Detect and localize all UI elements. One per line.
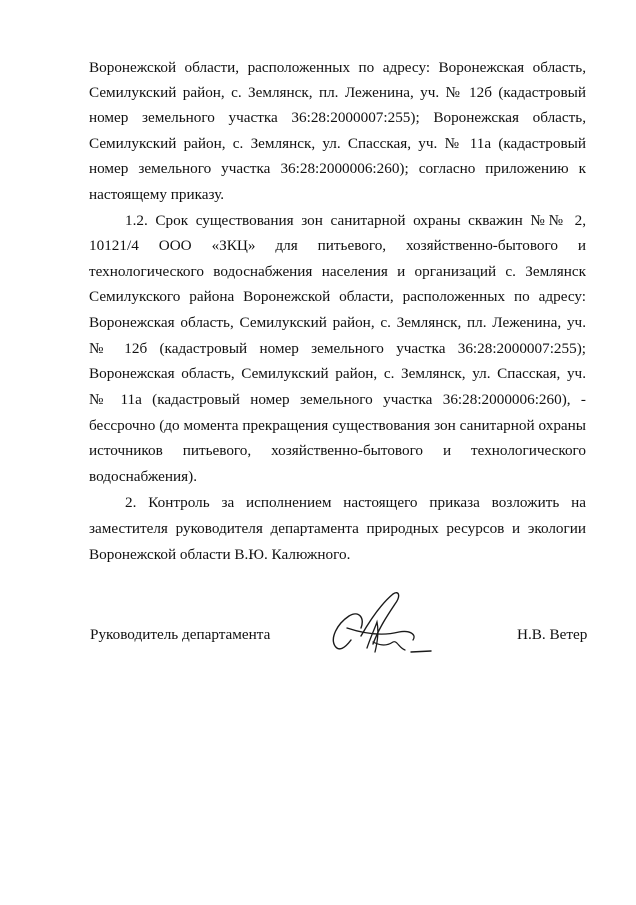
paragraph-line: Воронежская область, Семилукский район, с. Землянск, пл. Леженина, уч.: [89, 314, 586, 331]
paragraph-line: 10121/4 ООО «ЗКЦ» для питьевого, хозяйственно-бытового и: [89, 237, 586, 254]
signatory-title: Руководитель департамента: [90, 626, 271, 643]
paragraph-line: Семилукского района Воронежской области, расположенных по адресу:: [89, 288, 586, 305]
paragraph-line: Семилукский район, с. Землянск, пл. Леженина, уч. № 12б (кадастровый: [89, 84, 586, 101]
paragraph-line: Воронежской области В.Ю. Калюжного.: [89, 546, 351, 563]
paragraph-line: 2. Контроль за исполнением настоящего приказа возложить на: [125, 494, 586, 511]
signatory-name: Н.В. Ветер: [517, 626, 588, 643]
paragraph-line: бессрочно (до момента прекращения существования зон санитарной охраны: [89, 417, 586, 434]
paragraph-line: № 11а (кадастровый номер земельного участка 36:28:2000006:260), -: [89, 391, 586, 408]
paragraph-line: технологического водоснабжения населения и организаций с. Землянск: [89, 263, 586, 280]
paragraph-line: источников питьевого, хозяйственно-бытового и технологического: [89, 442, 586, 459]
paragraph-line: № 12б (кадастровый номер земельного участка 36:28:2000007:255);: [89, 340, 586, 357]
paragraph-line: заместителя руководителя департамента природных ресурсов и экологии: [89, 520, 586, 537]
handwritten-signature: [325, 588, 445, 668]
paragraph-line: 1.2. Срок существования зон санитарной охраны скважин №№ 2,: [125, 212, 586, 229]
paragraph-line: номер земельного участка 36:28:2000006:260); согласно приложению к: [89, 160, 586, 177]
paragraph-line: Семилукский район, с. Землянск, ул. Спасская, уч. № 11а (кадастровый: [89, 135, 586, 152]
paragraph-line: номер земельного участка 36:28:2000007:255); Воронежская область,: [89, 109, 586, 126]
paragraph-line: Воронежская область, Семилукский район, с. Землянск, ул. Спасская, уч.: [89, 365, 586, 382]
paragraph-line: Воронежской области, расположенных по адресу: Воронежская область,: [89, 59, 586, 76]
paragraph-line: водоснабжения).: [89, 468, 198, 485]
paragraph-line: настоящему приказу.: [89, 186, 225, 203]
